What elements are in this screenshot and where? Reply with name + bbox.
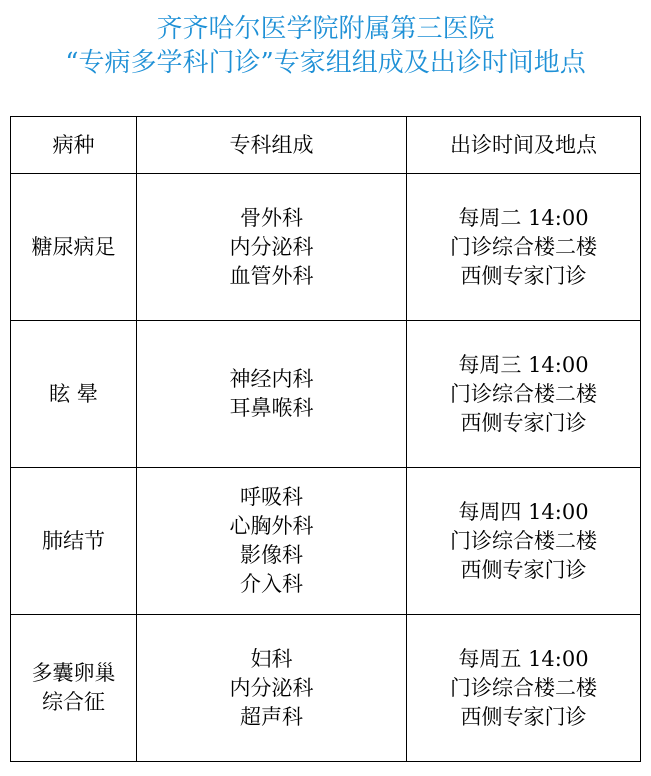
disease-cell-line: 综合征 bbox=[42, 690, 105, 714]
table-row bbox=[11, 321, 641, 468]
departments-cell-line: 影像科 bbox=[240, 543, 303, 567]
disease-cell bbox=[11, 321, 137, 468]
departments-cell-line: 内分泌科 bbox=[229, 234, 314, 259]
header-departments: 专科组成 bbox=[137, 117, 407, 174]
clinic-schedule-table bbox=[10, 116, 641, 762]
disease-cell-line: 多囊卵巢 bbox=[31, 661, 116, 685]
schedule-cell-line: 门诊综合楼二楼 bbox=[450, 675, 597, 700]
departments-cell-line: 妇科 bbox=[250, 646, 293, 671]
table-header-row bbox=[11, 117, 641, 174]
departments-cell-line: 骨外科 bbox=[240, 205, 303, 230]
departments-cell bbox=[137, 468, 407, 615]
departments-cell-line: 神经内科 bbox=[229, 367, 314, 391]
departments-cell bbox=[137, 174, 407, 321]
schedule-cell-line: 门诊综合楼二楼 bbox=[450, 528, 597, 553]
departments-cell-line: 呼吸科 bbox=[240, 485, 303, 509]
schedule-cell-line: 门诊综合楼二楼 bbox=[450, 234, 597, 259]
disease-cell bbox=[11, 615, 137, 762]
schedule-cell-line: 西侧专家门诊 bbox=[460, 410, 587, 435]
page-title: 齐齐哈尔医学院附属第三医院 bbox=[156, 14, 495, 44]
departments-cell-line: 耳鼻喉科 bbox=[229, 396, 314, 420]
departments-cell bbox=[137, 321, 407, 468]
table-body bbox=[11, 174, 641, 762]
schedule-cell-line: 每周四 14:00 bbox=[458, 499, 589, 524]
schedule-cell-line: 门诊综合楼二楼 bbox=[450, 381, 597, 406]
departments-cell-line: 介入科 bbox=[240, 572, 303, 596]
disease-cell bbox=[11, 174, 137, 321]
departments-cell bbox=[137, 615, 407, 762]
header-disease: 病种 bbox=[11, 117, 137, 174]
schedule-cell bbox=[407, 615, 641, 762]
table-row bbox=[11, 174, 641, 321]
schedule-cell bbox=[407, 174, 641, 321]
departments-cell-line: 血管外科 bbox=[229, 263, 314, 288]
table-row bbox=[11, 468, 641, 615]
header-schedule: 出诊时间及地点 bbox=[407, 117, 641, 174]
disease-cell bbox=[11, 468, 137, 615]
departments-cell-line: 超声科 bbox=[240, 704, 303, 729]
schedule-cell bbox=[407, 321, 641, 468]
disease-cell-line: 肺结节 bbox=[42, 528, 105, 553]
schedule-cell bbox=[407, 468, 641, 615]
table-row bbox=[11, 615, 641, 762]
disease-cell-line: 眩 晕 bbox=[49, 381, 98, 406]
schedule-cell-line: 西侧专家门诊 bbox=[460, 557, 587, 582]
schedule-cell-line: 每周三 14:00 bbox=[458, 352, 589, 377]
schedule-cell-line: 每周五 14:00 bbox=[458, 646, 589, 671]
schedule-cell-line: 西侧专家门诊 bbox=[460, 704, 587, 729]
schedule-cell-line: 西侧专家门诊 bbox=[460, 263, 587, 288]
page-subtitle: “专病多学科门诊”专家组组成及出诊时间地点 bbox=[65, 48, 586, 78]
schedule-cell-line: 每周二 14:00 bbox=[458, 205, 589, 230]
departments-cell-line: 内分泌科 bbox=[229, 675, 314, 700]
disease-cell-line: 糖尿病足 bbox=[31, 234, 116, 259]
departments-cell-line: 心胸外科 bbox=[229, 514, 314, 538]
